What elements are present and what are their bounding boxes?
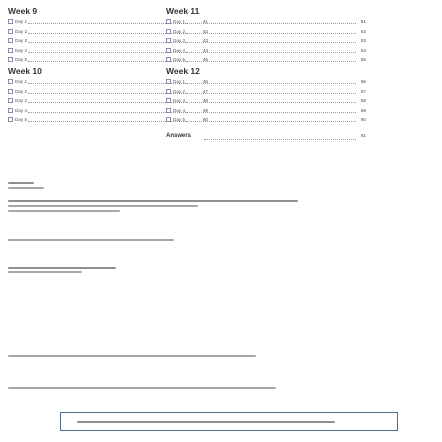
checkbox-icon[interactable] xyxy=(166,19,171,24)
day-label: Day 1 xyxy=(173,19,186,24)
week-section xyxy=(166,66,366,125)
day-label: Day 2 xyxy=(173,28,186,34)
day-entry[interactable] xyxy=(166,87,366,97)
checkbox-icon[interactable] xyxy=(8,57,13,62)
day-label: Day 4 xyxy=(173,47,186,53)
answers-label: Answers xyxy=(166,133,192,139)
page-number: 59 xyxy=(360,107,366,113)
checkbox-icon[interactable] xyxy=(166,117,171,122)
day-entry[interactable] xyxy=(166,17,366,27)
page-number: 51 xyxy=(360,19,366,24)
checkbox-icon[interactable] xyxy=(166,98,171,103)
day-label: Day 1 xyxy=(15,19,28,24)
dot-leader xyxy=(186,83,356,84)
fine-print-line xyxy=(8,355,256,357)
week-title: Week 10 xyxy=(8,66,42,76)
day-label: Day 3 xyxy=(173,98,186,104)
week-section xyxy=(166,6,366,65)
page-number: 60 xyxy=(360,117,366,123)
page-number: 53 xyxy=(360,38,366,44)
week-title: Week 11 xyxy=(166,6,200,16)
fine-print-line xyxy=(8,271,82,273)
page-number: 47 xyxy=(202,88,208,94)
day-label: Day 2 xyxy=(15,88,28,94)
day-label: Day 4 xyxy=(15,47,28,53)
dot-leader xyxy=(186,102,356,103)
dot-leader xyxy=(186,33,356,34)
page-number: 61 xyxy=(360,133,366,138)
checkbox-icon[interactable] xyxy=(8,117,13,122)
page-number: 41 xyxy=(202,19,208,24)
checkbox-icon[interactable] xyxy=(8,98,13,103)
checkbox-icon[interactable] xyxy=(166,29,171,34)
day-label: Day 1 xyxy=(173,79,186,84)
day-label: Day 1 xyxy=(15,79,28,84)
page-number: 52 xyxy=(360,28,366,34)
page-number: 46 xyxy=(202,79,208,84)
day-label: Day 3 xyxy=(15,98,28,104)
day-entry[interactable] xyxy=(166,27,366,37)
day-label: Day 2 xyxy=(15,28,28,34)
page-number: 58 xyxy=(360,98,366,104)
day-entry[interactable] xyxy=(166,96,366,106)
day-entry[interactable] xyxy=(166,55,366,65)
day-label: Day 4 xyxy=(173,107,186,113)
page-number: 45 xyxy=(202,57,208,63)
day-entry[interactable] xyxy=(166,46,366,56)
checkbox-icon[interactable] xyxy=(166,38,171,43)
dot-leader xyxy=(186,52,356,53)
checkbox-icon[interactable] xyxy=(8,89,13,94)
day-entry[interactable] xyxy=(166,106,366,116)
checkbox-icon[interactable] xyxy=(8,108,13,113)
day-entry[interactable] xyxy=(166,115,366,125)
checkbox-icon[interactable] xyxy=(166,108,171,113)
fine-print-line xyxy=(8,387,276,389)
fine-print-line xyxy=(8,239,174,241)
dot-leader xyxy=(186,121,356,122)
page-number: 50 xyxy=(202,117,208,123)
day-entry[interactable] xyxy=(166,36,366,46)
page-number: 56 xyxy=(360,79,366,84)
day-label: Day 4 xyxy=(15,107,28,113)
day-label: Day 3 xyxy=(173,38,186,44)
day-label: Day 5 xyxy=(173,57,186,63)
day-label: Day 5 xyxy=(173,117,186,123)
fine-print-line xyxy=(8,267,116,269)
checkbox-icon[interactable] xyxy=(166,48,171,53)
checkbox-icon[interactable] xyxy=(166,89,171,94)
dot-leader xyxy=(186,93,356,94)
checkbox-icon[interactable] xyxy=(8,38,13,43)
dot-leader xyxy=(204,139,356,140)
page-number: 42 xyxy=(202,28,208,34)
day-entry[interactable] xyxy=(166,77,366,87)
checkbox-icon[interactable] xyxy=(8,48,13,53)
fine-print-line xyxy=(8,187,44,189)
page-number: 49 xyxy=(202,107,208,113)
checkbox-icon[interactable] xyxy=(8,19,13,24)
day-label: Day 5 xyxy=(15,117,28,123)
page-number: 43 xyxy=(202,38,208,44)
answers-entry[interactable] xyxy=(166,133,366,143)
dot-leader xyxy=(186,42,356,43)
fine-print-line xyxy=(8,200,298,202)
boxed-note xyxy=(60,412,398,431)
dot-leader xyxy=(186,112,356,113)
page-number: 48 xyxy=(202,98,208,104)
dot-leader xyxy=(186,61,356,62)
fine-print-line xyxy=(8,182,34,184)
checkbox-icon[interactable] xyxy=(8,79,13,84)
week-title: Week 9 xyxy=(8,6,38,16)
day-label: Day 3 xyxy=(15,38,28,44)
checkbox-icon[interactable] xyxy=(166,57,171,62)
page-number: 44 xyxy=(202,47,208,53)
fine-print-line xyxy=(8,205,198,207)
fine-print-line xyxy=(77,421,335,423)
fine-print-line xyxy=(8,210,120,212)
checkbox-icon[interactable] xyxy=(166,79,171,84)
page-number: 55 xyxy=(360,57,366,63)
day-label: Day 5 xyxy=(15,57,28,63)
checkbox-icon[interactable] xyxy=(8,29,13,34)
page-number: 54 xyxy=(360,47,366,53)
page-number: 57 xyxy=(360,88,366,94)
day-label: Day 2 xyxy=(173,88,186,94)
dot-leader xyxy=(186,23,356,24)
week-title: Week 12 xyxy=(166,66,200,76)
